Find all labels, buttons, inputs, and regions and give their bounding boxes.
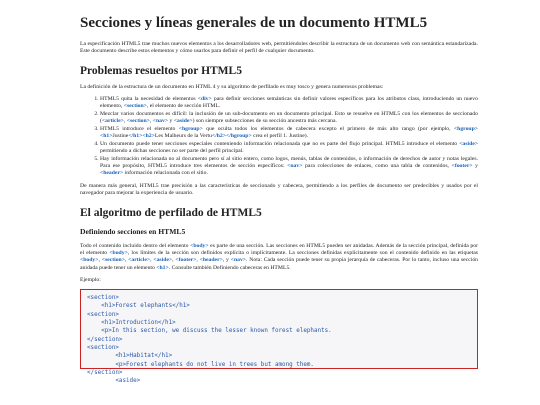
code-keyword: </h1><h2> <box>128 132 155 139</box>
code-keyword: <div> <box>197 95 212 102</box>
code-keyword: </h2></hgroup> <box>211 132 252 139</box>
problems-list <box>80 96 478 177</box>
section-heading-algorithm: El algoritmo de perfilado de HTML5 <box>80 206 262 219</box>
code-keyword: <section> <box>126 117 150 124</box>
list-item: 5. Hay información relacionada no al documento pero sí al sitio entero, como logos, menús, tablas de contenidos, o información de derechos de autor y notas legales. Para ese propósito, HTML5 introduce tres elementos de sección específicos: <nav> para colecciones de enlaces, como una tabla de contenidos, <footer> y <header> información relacionada con el sitio. <box>100 156 478 177</box>
code-keyword: <body> <box>190 242 209 249</box>
code-keyword: <section> <box>101 257 125 264</box>
problems-closing: De manera más general, HTML5 trae precisión a las características de seccionado y cabecera, permitiendo a los perfiles de documento ser predecibles y usados por el navegador para mejorar la experiencia de usuario. <box>80 183 478 197</box>
code-keyword: <aside> <box>459 140 478 147</box>
example-label: Ejemplo: <box>80 276 101 283</box>
intro-paragraph: La especificación HTML5 trae muchos nuevos elementos a los desarrolladores web, permitiéndoles describir la estructura de un documento web con semántica estandarizada. Este documento describe estos elementos y cómo usarlos para definir el perfil de cualquier documento. <box>80 41 478 55</box>
problems-lead: La definición de la estructura de un documento en HTML 4 y su algoritmo de perfilado es muy tosco y genera numerosos problemas: <box>80 83 384 90</box>
code-keyword: <hgroup><h1> <box>100 125 479 139</box>
code-keyword: <header> <box>100 170 124 177</box>
list-item: 3. HTML5 introduce el elemento <hgroup> que oculta todos los elementos de cabecera excepto el primero de más alto rango (por ejemplo, <hgroup><h1>Justine</h1><h2>Les Malheurs de la Vertu</h2></hgroup> crea el perfil 1. Justine). <box>100 126 478 140</box>
subsection-heading-defining: Definiendo secciones en HTML5 <box>80 226 186 236</box>
code-keyword: <nav> <box>230 257 247 264</box>
code-keyword: <body> <box>109 250 128 256</box>
page-title: Secciones y líneas generales de un documento HTML5 <box>80 15 428 31</box>
code-keyword: <article> <box>128 257 151 264</box>
code-keyword: <aside> <box>153 257 173 264</box>
code-keyword: <nav> <box>152 117 169 124</box>
list-item: 4. Un documento puede tener secciones especiales conteniendo información relacionada que no es parte del flujo principal. HTML5 introduce el elemento <aside> permitiendo a dichas secciones no ser parte del perfil principal. <box>100 141 478 155</box>
code-keyword: <nav> <box>287 162 303 169</box>
code-keyword: <section> <box>123 102 147 109</box>
section-heading-problems: Problemas resueltos por HTML5 <box>80 64 242 77</box>
code-keyword: <aside> <box>173 117 193 124</box>
code-example-block: <section> <h1>Forest elephants</h1> <section> <h1>Introduction</h1> <p>In this section, we discuss the lesser known forest elephants. </section> <section> <h1>Habitat</h1> <p>Forest elephants do not live in trees but among them. </section> <aside> <box>80 289 478 369</box>
defining-paragraph: Todo el contenido incluido dentro del elemento <body> es parte de una sección. Las secciones en HTML5 pueden ser anidadas. Además de la sección principal, definida por el elemento <body>, los límites de la sección son definidos explícita o implícitamente. La secciones definidas explícitamente son el contenido definido en las etiquetas <body>, <section>, <article>, <aside>, <footer>, <header>, y <nav>. Nota: Cada sección puede tener su propia jerarquía de cabeceras. Por lo tanto, incluso una sección anidada puede tener un elemento <h1>. Consulte también Definiendo cabeceras en HTML5. <box>80 242 479 271</box>
code-keyword: <h1> <box>156 264 169 271</box>
code-keyword: <footer> <box>175 257 197 264</box>
code-keyword: <article> <box>101 117 124 124</box>
list-item: 2. Mezclar varios documentos es difícil: la inclusión de un sub-documento en un documento principal. Esto se resuelve en HTML5 con los elementos de seccionado (<article>, <section>, <nav> y <aside>) son siempre subsecciones de su sección ancestra más cercana. <box>100 111 478 125</box>
code-keyword: <footer> <box>451 162 473 169</box>
code-keyword: <body> <box>80 257 99 264</box>
list-item: 1. HTML5 quita la necesidad de elementos <div> para definir secciones semánticas sin definir valores específicos para los atributos class, introduciendo un nuevo elemento, <section>, el elemento de sección HTML. <box>100 96 478 110</box>
code-keyword: <hgroup> <box>178 125 203 132</box>
code-keyword: <header> <box>199 257 223 264</box>
